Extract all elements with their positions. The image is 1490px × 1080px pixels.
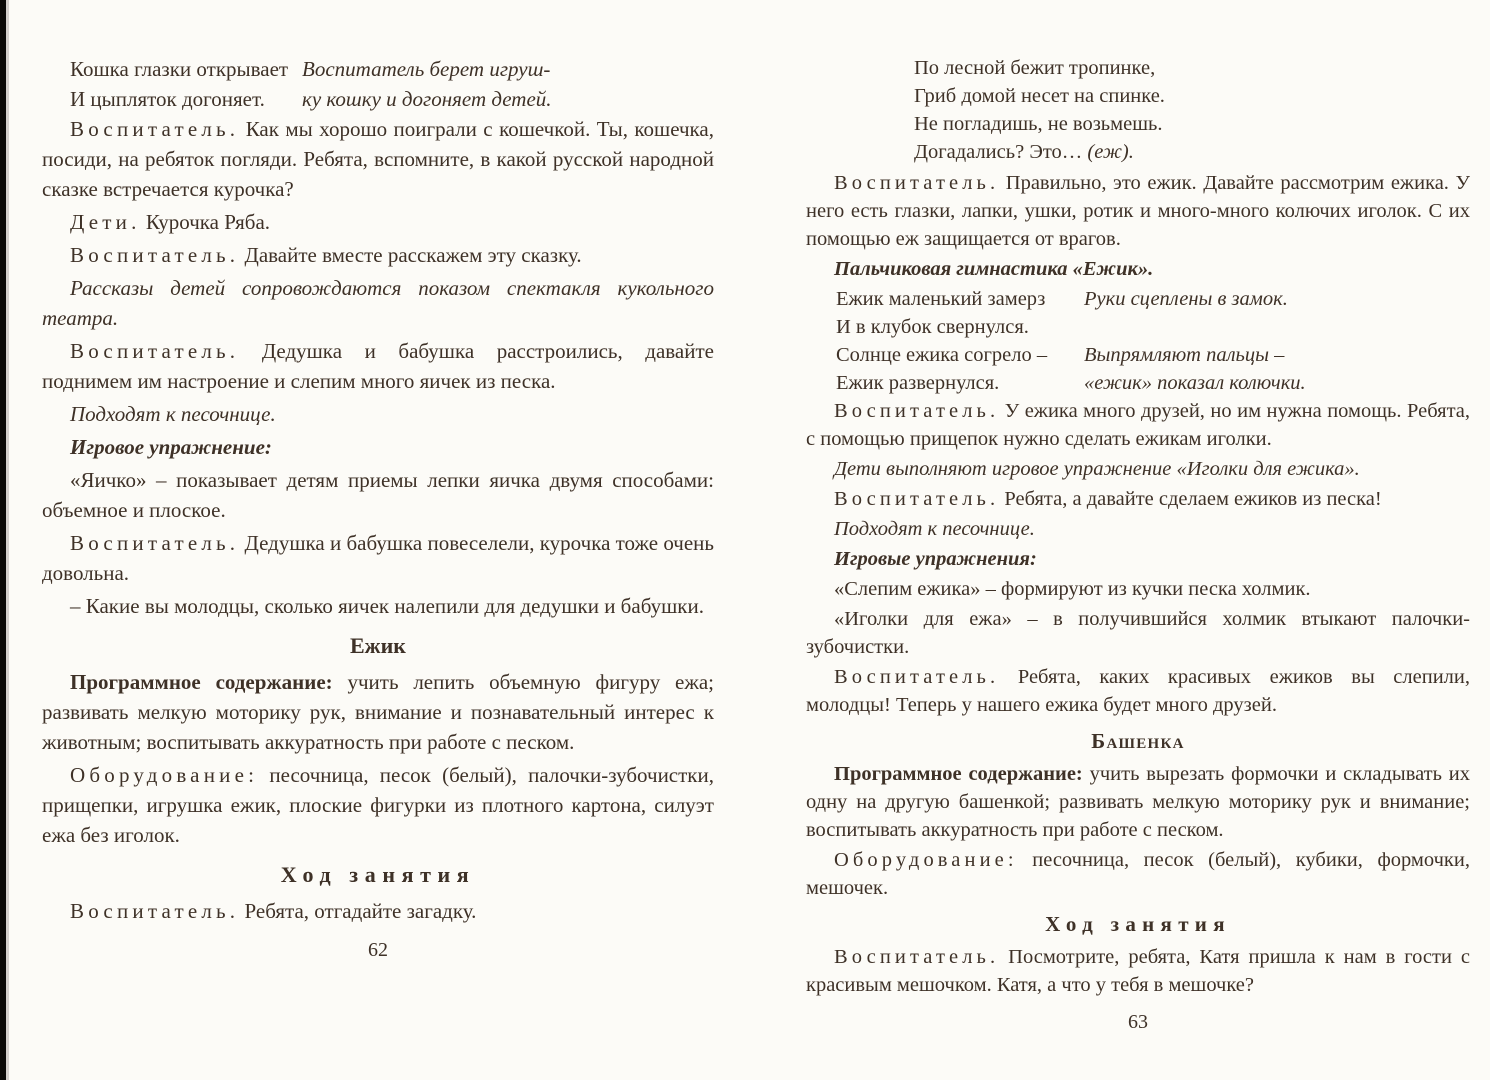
equipment-paragraph [42, 760, 714, 850]
stage-direction: Дети выполняют игровое упражнение «Иголки для ежика». [834, 458, 1360, 480]
exercise-text: «Яичко» – показывает детям приемы лепки яичка двумя способами: объемное и плоское. [42, 468, 714, 522]
verse-line: Кошка глазки открывает [70, 57, 289, 81]
speaker-name: Воспитатель. [70, 339, 240, 363]
dialog-text: Ребята, а давайте сделаем ежиков из песка! [1004, 488, 1382, 510]
dialog-text: Дедушка и бабушка повеселели, курочка тоже очень довольна. [42, 531, 715, 585]
program-content-text: учить вырезать формочки и складывать их одну на другую башенкой; развивать мелкую моторику рук и внимание; воспитывать аккуратность при работе с песком. [806, 763, 1471, 841]
fingerplay-row [806, 341, 1470, 369]
verse-row [42, 54, 714, 84]
speaker-name: Воспитатель. [70, 531, 240, 555]
program-content-text: учить лепить объемную фигуру ежа; развивать мелкую моторику рук, внимание и познавательный интерес к животным; воспитывать аккуратность при работе с песком. [42, 670, 715, 754]
equipment-text: песочница, песок (белый), кубики, формочки, мешочек. [806, 849, 1470, 899]
dialog-text: Ребята, отгадайте загадку. [244, 899, 477, 923]
exercises-heading: Игровые упражнения: [834, 548, 1037, 570]
dialog-text: Давайте вместе расскажем эту сказку. [244, 243, 582, 267]
page-number: 62 [368, 939, 388, 961]
fingerplay-note: Выпрямляют пальцы – [1084, 344, 1285, 366]
program-content-label: Программное содержание: [70, 670, 333, 694]
fingerplay-line: И в клубок свернулся. [836, 316, 1029, 338]
lesson-course-heading: Ход занятия [1045, 912, 1231, 936]
equipment-label: Оборудование: [834, 849, 1018, 871]
speaker-name: Воспитатель. [834, 172, 1000, 194]
dialog-paragraph [42, 207, 714, 237]
dialog-paragraph [806, 943, 1470, 999]
dialog-paragraph [806, 397, 1470, 453]
program-content-paragraph [42, 667, 714, 757]
dialog-paragraph [42, 114, 714, 204]
dialog-text: Курочка Ряба. [145, 210, 271, 234]
fingerplay-note: Руки сцеплены в замок. [1084, 288, 1288, 310]
scan-edge-shadow [6, 0, 9, 1080]
lesson-course-heading: Ход занятия [280, 862, 476, 887]
stage-direction: Рассказы детей сопровождаются показом спектакля кукольного театра. [42, 276, 714, 330]
stage-direction: Подходят к песочнице. [70, 402, 276, 426]
dialog-paragraph [42, 240, 714, 270]
speaker-name: Воспитатель. [70, 899, 240, 923]
page-number: 63 [1128, 1011, 1148, 1033]
dialog-paragraph [806, 663, 1470, 719]
equipment-label: Оборудование: [70, 763, 259, 787]
finger-gym-heading: Пальчиковая гимнастика «Ежик». [834, 258, 1154, 280]
exercise-heading: Игровое упражнение: [70, 435, 272, 459]
fingerplay-line: Ежик маленький замерз [836, 288, 1046, 310]
dialog-text: У ежика много друзей, но им нужна помощь. Ребята, с помощью прищепок нужно сделать ежикам иголки. [806, 400, 1470, 450]
verse-row [42, 84, 714, 114]
dialog-text: Ребята, каких красивых ежиков вы слепили, молодцы! Теперь у нашего ежика будет много друзей. [806, 666, 1470, 716]
dialog-paragraph: – Какие вы молодцы, сколько яичек налепили для дедушки и бабушки. [70, 594, 704, 618]
verse-line: Гриб домой несет на спинке. [914, 85, 1165, 107]
speaker-name: Воспитатель. [834, 946, 1000, 968]
dialog-paragraph [42, 528, 714, 588]
fingerplay-row [806, 285, 1470, 313]
speaker-name: Воспитатель. [834, 400, 1000, 422]
riddle-question: Догадались? Это… [914, 141, 1088, 163]
program-content-label: Программное содержание: [834, 763, 1083, 785]
stage-note-line: ку кошку и догоняет детей. [302, 87, 552, 111]
speaker-name: Воспитатель. [834, 488, 1000, 510]
verse-line [914, 138, 1470, 166]
verse-line: Не погладишь, не возьмешь. [914, 113, 1163, 135]
verse-line: И цыпляток догоняет. [70, 87, 265, 111]
riddle-answer: (еж). [1087, 141, 1134, 163]
fingerplay-note: «ежик» показал колючки. [1084, 372, 1306, 394]
fingerplay-row [806, 313, 1470, 341]
exercise-text: «Слепим ежика» – формируют из кучки песка холмик. [834, 578, 1311, 600]
speaker-name: Воспитатель. [834, 666, 1000, 688]
dialog-paragraph [806, 485, 1470, 513]
dialog-paragraph [806, 169, 1470, 253]
equipment-paragraph [806, 846, 1470, 902]
stage-note-line: Воспитатель берет игруш- [302, 57, 551, 81]
section-heading: Башенка [1091, 729, 1185, 753]
left-page [42, 54, 714, 965]
stage-direction: Подходят к песочнице. [834, 518, 1035, 540]
fingerplay-verse [806, 285, 1470, 397]
dialog-text: Посмотрите, ребята, Катя пришла к нам в гости с красивым мешочком. Катя, а что у тебя в мешочке? [806, 946, 1470, 996]
program-content-paragraph [806, 760, 1470, 844]
fingerplay-line: Солнце ежика согрело – [836, 344, 1048, 366]
riddle-verse [806, 54, 1470, 166]
exercise-text: «Иголки для ежа» – в получившийся холмик втыкают палочки-зубочистки. [806, 608, 1470, 658]
fingerplay-row [806, 369, 1470, 397]
speaker-name: Дети. [70, 210, 141, 234]
equipment-text: песочница, песок (белый), палочки-зубочистки, прищепки, игрушка ежик, плоские фигурки из плотного картона, силуэт ежа без иголок. [42, 763, 714, 847]
opening-verse [42, 54, 714, 114]
dialog-text: Правильно, это ежик. Давайте рассмотрим ежика. У него есть глазки, лапки, ушки, ротик и много-много колючих иголок. С их помощью еж защищается от врагов. [806, 172, 1471, 250]
fingerplay-line: Ежик развернулся. [836, 372, 1000, 394]
section-heading: Ежик [350, 633, 406, 658]
dialog-paragraph [42, 336, 714, 396]
right-page [806, 54, 1470, 1036]
verse-line: По лесной бежит тропинке, [914, 57, 1156, 79]
dialog-paragraph [42, 896, 714, 926]
speaker-name: Воспитатель. [70, 117, 240, 141]
speaker-name: Воспитатель. [70, 243, 240, 267]
dialog-text: Как мы хорошо поиграли с кошечкой. Ты, кошечка, посиди, на ребяток погляди. Ребята, вспомните, в какой русской народной сказке встречается курочка? [42, 117, 715, 201]
dialog-text: Дедушка и бабушка расстроились, давайте поднимем им настроение и слепим много яичек из песка. [42, 339, 714, 393]
